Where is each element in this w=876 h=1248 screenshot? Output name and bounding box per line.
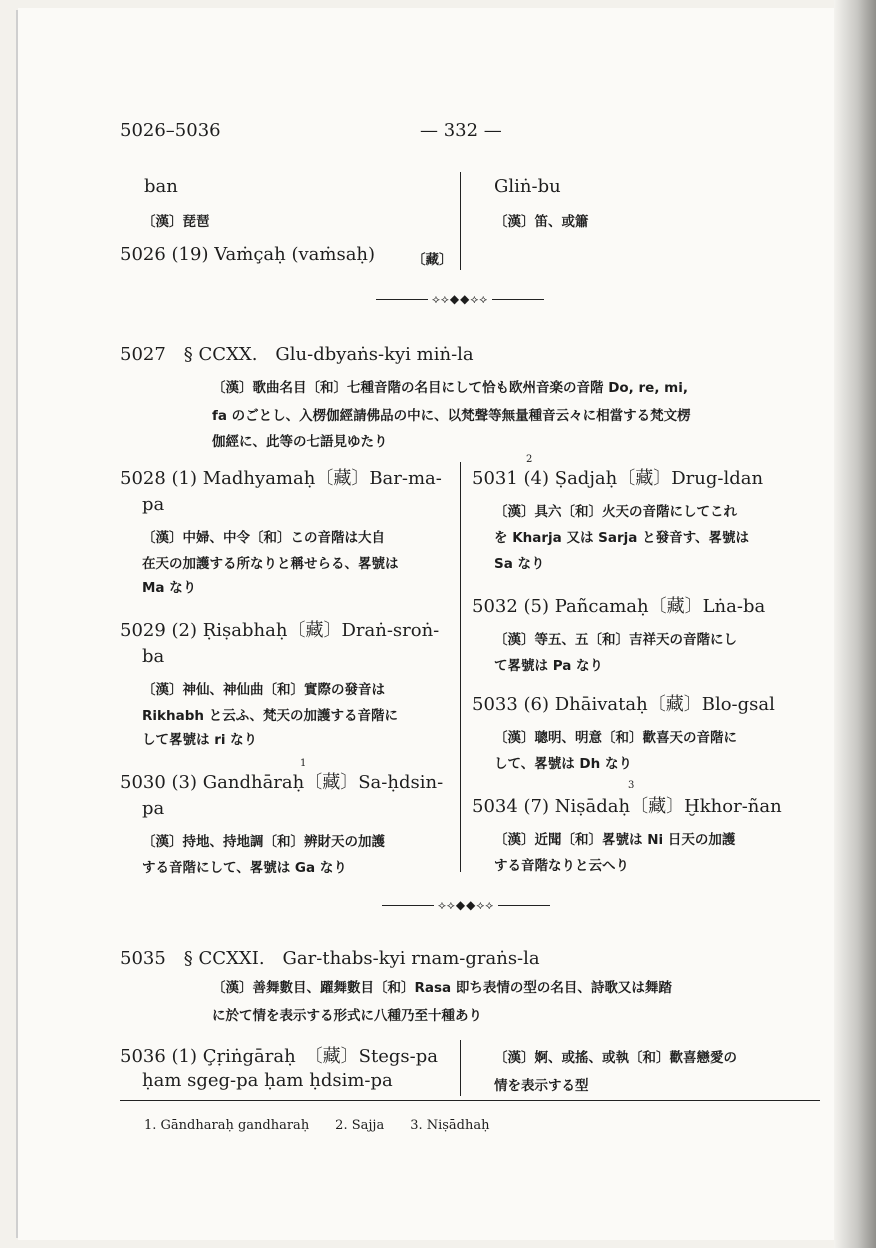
entry-5026-tag: 〔藏〕 [412, 252, 453, 268]
entry-5028-cont: pa [142, 494, 165, 515]
entry-5032-jp1: 〔漢〕等五、五〔和〕吉祥天の音階にし [494, 632, 737, 648]
entry-5030-jp1: 〔漢〕持地、持地調〔和〕辨財天の加護 [142, 834, 385, 850]
entry-5031: 5031 (4) Ṣadjaḥ〔藏〕Drug-ldan [472, 468, 764, 489]
section-5027-jp3: 伽經に、此等の七語見ゆたり [212, 434, 388, 450]
entry-5034-jp1: 〔漢〕近聞〔和〕畧號は Ni 日天の加護 [494, 832, 736, 848]
entry-5034: 5034 (7) Niṣādaḥ〔藏〕Ḫkhor-ñan [472, 796, 782, 817]
entry-5029: 5029 (2) Ṛiṣabhaḥ〔藏〕Draṅ-sroṅ- [120, 620, 440, 641]
ornament-divider-2: ⟡⟡◆◆⟡⟡ [378, 898, 554, 913]
column-divider-bottom [460, 1040, 461, 1096]
footnotes: 1. Gāndharaḥ gandharaḥ 2. Sajja 3. Niṣādhaḥ [144, 1118, 490, 1133]
section-5027-head: 5027 § CCXX. Glu-dbyaṅs-kyi miṅ-la [120, 344, 474, 365]
entry-5032: 5032 (5) Pañcamaḥ〔藏〕Lṅa-ba [472, 596, 766, 617]
right-jp: 〔漢〕笛、或簫 [494, 214, 589, 230]
footnote-rule [120, 1100, 820, 1101]
footnote-ref-2: 2 [526, 454, 533, 465]
entry-5036: 5036 (1) Çṛiṅgāraḥ 〔藏〕Stegs-pa [120, 1046, 438, 1067]
entry-5036-jp1: 〔漢〕婀、或搖、或執〔和〕歡喜戀愛の [494, 1050, 737, 1066]
entry-5030-cont: pa [142, 798, 165, 819]
ornament-divider-1: ⟡⟡◆◆⟡⟡ [372, 292, 548, 307]
page-number: — 332 — [420, 120, 502, 141]
footnote-ref-1: 1 [300, 758, 307, 769]
entry-5034-jp2: する音階なりと云へり [494, 858, 629, 874]
entry-5029-jp3: して畧號は ri なり [142, 732, 258, 748]
entry-5028-jp3: Ma なり [142, 580, 197, 596]
entry-5029-jp2: Rikhabh と云ふ、梵天の加護する音階に [142, 708, 398, 724]
entry-5029-jp1: 〔漢〕神仙、神仙曲〔和〕實際の發音は [142, 682, 385, 698]
footnote-ref-3: 3 [628, 780, 635, 791]
right-word: Gliṅ-bu [494, 176, 561, 197]
section-5027-jp1: 〔漢〕歌曲名目〔和〕七種音階の名目にして恰も欧州音楽の音階 Do, re, mi, [212, 380, 688, 396]
section-5035-jp2: に於て情を表示する形式に八種乃至十種あり [212, 1008, 482, 1024]
entry-range: 5026–5036 [120, 120, 221, 141]
entry-5033-jp2: して、畧號は Dh なり [494, 756, 632, 772]
section-5035-head: 5035 § CCXXI. Gar-thabs-kyi rnam-graṅs-la [120, 948, 540, 969]
entry-5032-jp2: て畧號は Pa なり [494, 658, 604, 674]
left-word: ban [144, 176, 178, 197]
entry-5036-jp2: 情を表示する型 [494, 1078, 589, 1094]
entry-5026: 5026 (19) Vaṁçaḥ (vaṁsaḥ) [120, 244, 376, 265]
entry-5029-cont: ba [142, 646, 165, 667]
column-divider-top [460, 172, 461, 270]
entry-5033-jp1: 〔漢〕聰明、明意〔和〕歡喜天の音階に [494, 730, 737, 746]
entry-5028: 5028 (1) Madhyamaḥ〔藏〕Bar-ma- [120, 468, 442, 489]
entry-5031-jp3: Sa なり [494, 556, 545, 572]
left-jp: 〔漢〕琵琶 [142, 214, 210, 230]
book-spine-shadow [834, 0, 876, 1248]
entry-5033: 5033 (6) Dhāivataḥ〔藏〕Blo-gsal [472, 694, 775, 715]
entry-5028-jp1: 〔漢〕中婦、中令〔和〕この音階は大自 [142, 530, 385, 546]
section-5027-jp2: fa のごとし、入楞伽經請佛品の中に、以梵聲等無量種音云々に相當する梵文楞 [212, 408, 691, 424]
entry-5031-jp2: を Kharja 又は Sarja と發音す、畧號は [494, 530, 750, 546]
entry-5031-jp1: 〔漢〕具六〔和〕火天の音階にしてこれ [494, 504, 737, 520]
section-5035-jp1: 〔漢〕善舞數目、躍舞數目〔和〕Rasa 即ち表情の型の名目、詩歌又は舞踏 [212, 980, 672, 996]
column-divider-middle [460, 462, 461, 872]
entry-5028-jp2: 在天の加護する所なりと稱せらる、畧號は [142, 556, 399, 572]
page-edge [16, 10, 18, 1238]
entry-5036-cont: ḥam sgeg-pa ḥam ḥdsim-pa [142, 1070, 393, 1091]
entry-5030: 5030 (3) Gandhāraḥ〔藏〕Sa-ḥdsin- [120, 772, 444, 793]
entry-5030-jp2: する音階にして、畧號は Ga なり [142, 860, 347, 876]
